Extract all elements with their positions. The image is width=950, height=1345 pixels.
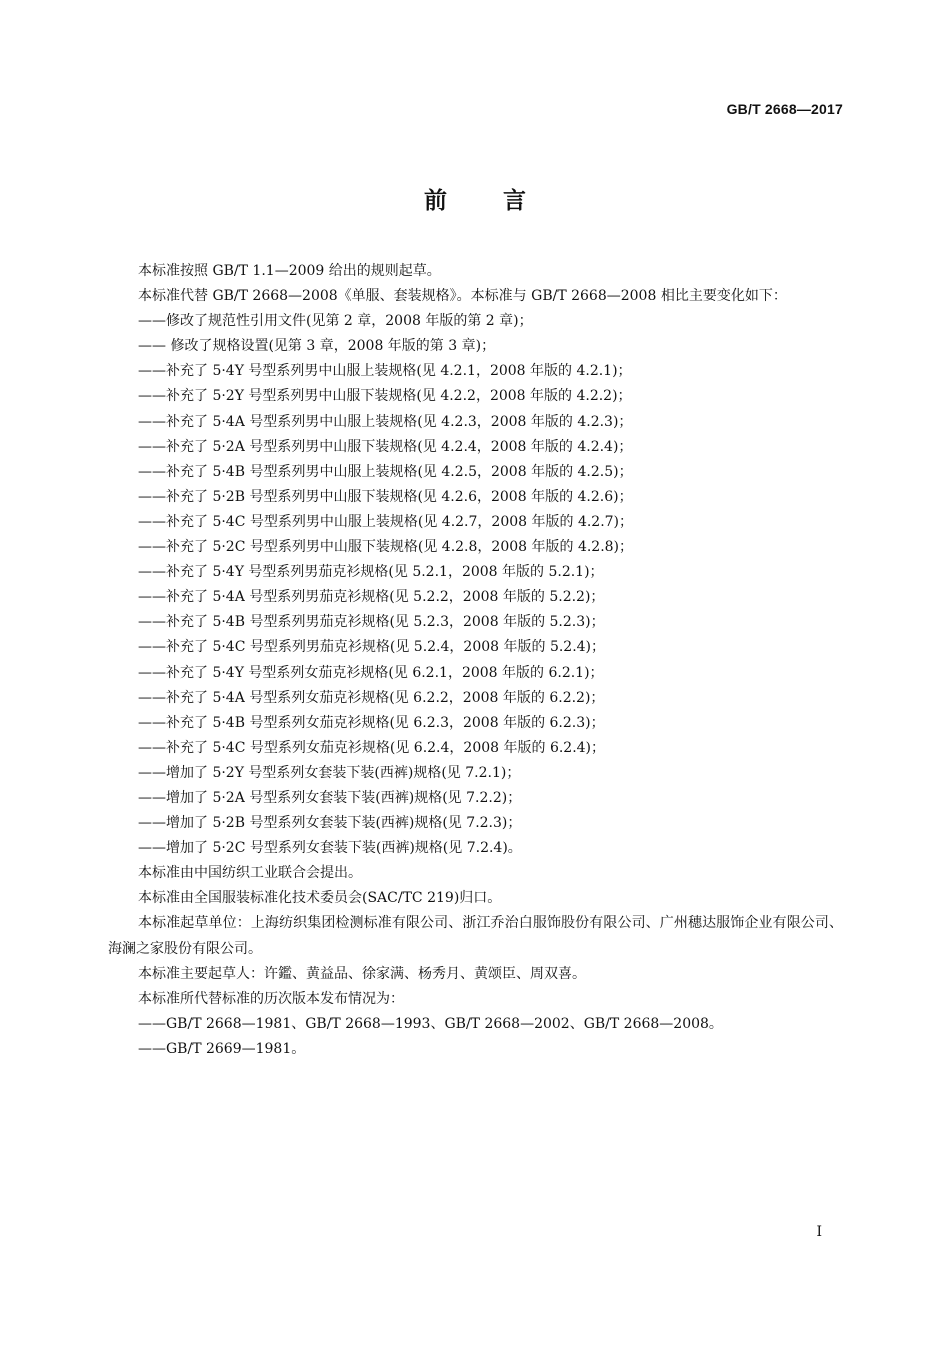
list-item: ——补充了 5·2B 号型系列男中山服下装规格(见 4.2.6，2008 年版的 4.2.6)；	[138, 488, 633, 505]
page-number: I	[816, 1224, 822, 1240]
list-item: ——补充了 5·4Y 号型系列女茄克衫规格(见 6.2.1，2008 年版的 6.2.1)；	[138, 664, 604, 681]
list-item: ——补充了 5·4B 号型系列女茄克衫规格(见 6.2.3，2008 年版的 6.2.3)；	[138, 714, 605, 731]
page-title: 前言	[424, 188, 582, 214]
list-item: ——GB/T 2668—1981、GB/T 2668—1993、GB/T 2668—2002、GB/T 2668—2008。	[138, 1015, 723, 1032]
list-item: ——补充了 5·4A 号型系列男茄克衫规格(见 5.2.2，2008 年版的 5.2.2)；	[138, 589, 605, 606]
list-item: ——补充了 5·4Y 号型系列男茄克衫规格(见 5.2.1，2008 年版的 5.2.1)；	[138, 564, 604, 581]
list-item: ——修改了规范性引用文件(见第 2 章，2008 年版的第 2 章)；	[138, 313, 533, 330]
paragraph: 本标准主要起草人：许鑑、黄益品、徐家满、杨秀月、黄颂臣、周双喜。	[138, 965, 586, 982]
document-body	[108, 259, 843, 1062]
list-item: ——GB/T 2669—1981。	[138, 1040, 306, 1057]
list-item: —— 修改了规格设置(见第 3 章，2008 年版的第 3 章)；	[138, 338, 496, 355]
list-item: ——补充了 5·2A 号型系列男中山服下装规格(见 4.2.4，2008 年版的 4.2.4)；	[138, 438, 633, 455]
list-item: ——补充了 5·4C 号型系列男中山服上装规格(见 4.2.7，2008 年版的 4.2.7)；	[138, 513, 634, 530]
list-item: ——增加了 5·2Y 号型系列女套装下装(西裤)规格(见 7.2.1)；	[138, 764, 521, 781]
list-item: ——补充了 5·4B 号型系列男中山服上装规格(见 4.2.5，2008 年版的 4.2.5)；	[138, 463, 633, 480]
list-item: ——增加了 5·2A 号型系列女套装下装(西裤)规格(见 7.2.2)；	[138, 789, 522, 806]
paragraph: 本标准所代替标准的历次版本发布情况为：	[138, 990, 404, 1007]
list-item: ——补充了 5·4A 号型系列女茄克衫规格(见 6.2.2，2008 年版的 6.2.2)；	[138, 689, 605, 706]
list-item: ——补充了 5·4A 号型系列男中山服上装规格(见 4.2.3，2008 年版的 4.2.3)；	[138, 413, 633, 430]
list-item: ——补充了 5·4C 号型系列女茄克衫规格(见 6.2.4，2008 年版的 6.2.4)；	[138, 739, 606, 756]
paragraph: 本标准代替 GB/T 2668—2008《单服、套装规格》。本标准与 GB/T 2668—2008 相比主要变化如下：	[138, 288, 787, 305]
paragraph: 本标准由中国纺织工业联合会提出。	[138, 865, 362, 882]
list-item: ——补充了 5·4C 号型系列男茄克衫规格(见 5.2.4，2008 年版的 5.2.4)；	[138, 639, 606, 656]
list-item: ——补充了 5·4Y 号型系列男中山服上装规格(见 4.2.1，2008 年版的 4.2.1)；	[138, 363, 632, 380]
paragraph: 本标准由全国服装标准化技术委员会(SAC/TC 219)归口。	[138, 890, 502, 907]
list-item: ——补充了 5·2C 号型系列男中山服下装规格(见 4.2.8，2008 年版的 4.2.8)；	[138, 539, 634, 556]
list-item: ——补充了 5·2Y 号型系列男中山服下装规格(见 4.2.2，2008 年版的 4.2.2)；	[138, 388, 632, 405]
standard-code: GB/T 2668—2017	[726, 101, 843, 117]
list-item: ——增加了 5·2B 号型系列女套装下装(西裤)规格(见 7.2.3)；	[138, 815, 522, 832]
paragraph: 本标准起草单位：上海纺织集团检测标准有限公司、浙江乔治白服饰股份有限公司、广州穗达服饰企业有限公司、海澜之家股份有限公司。	[108, 915, 843, 957]
paragraph: 本标准按照 GB/T 1.1—2009 给出的规则起草。	[138, 263, 441, 279]
list-item: ——补充了 5·4B 号型系列男茄克衫规格(见 5.2.3，2008 年版的 5.2.3)；	[138, 614, 605, 631]
list-item: ——增加了 5·2C 号型系列女套装下装(西裤)规格(见 7.2.4)。	[138, 840, 522, 857]
